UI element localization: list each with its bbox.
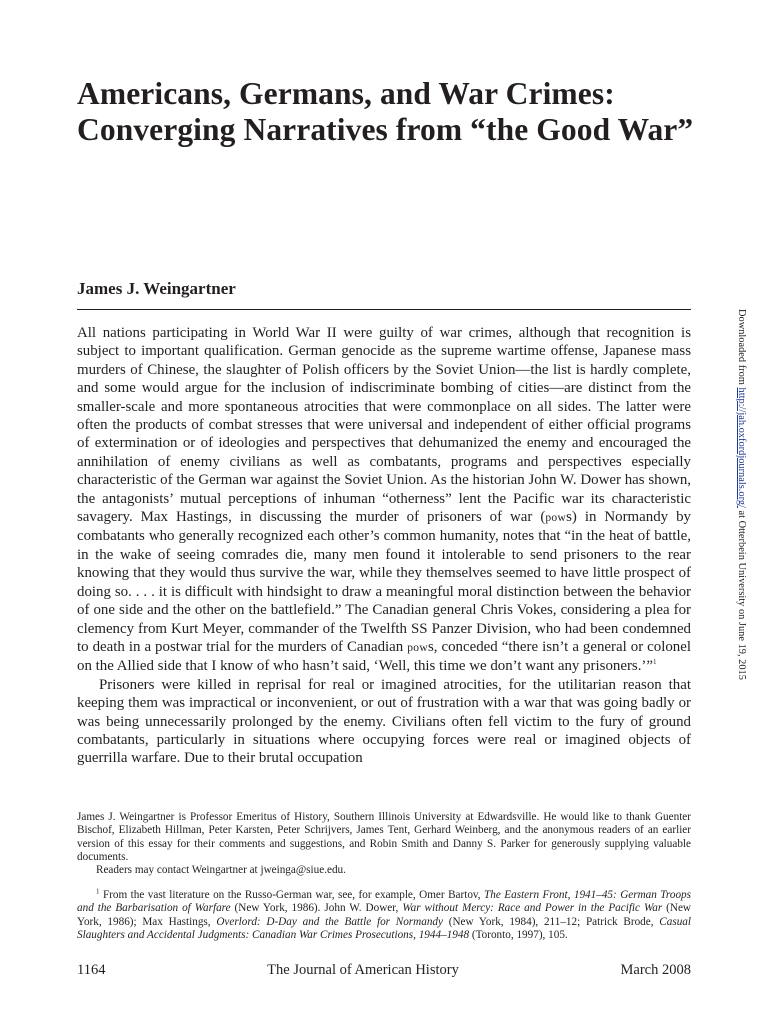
footnote-text: (New York, 1986); Max Hastings,	[77, 902, 692, 928]
header-divider	[77, 309, 691, 310]
footnote-text: (New York, 1986). John W. Dower,	[230, 902, 403, 915]
author-contact: Readers may contact Weingartner at jweinga@siue.edu.	[96, 864, 346, 877]
footnote-text: (Toronto, 1997), 105.	[469, 928, 568, 941]
author-bio: James J. Weingartner is Professor Emeritus of History, Southern Illinois University at Edwardsville. He would like to thank Guenter Bischof, Elizabeth Hillman, Peter Karsten, Peter Schrijvers, James Tent, Gerhard Weinberg, and the anonymous readers of an earlier version of this essay for their comments and suggestions, and Robin Smith and Danny S. Parker for generously supplying valuable documents.	[77, 811, 691, 863]
footnote-ref-1[interactable]: 1	[653, 658, 657, 667]
article-body	[77, 324, 691, 768]
download-suffix: at Otterbein University on June 19, 2015	[736, 507, 747, 680]
page-footer	[77, 962, 691, 979]
footnote-1	[77, 889, 691, 942]
paragraph-1	[77, 324, 691, 676]
book-title: Casual Slaughters and Accidental Judgments: Canadian War Crimes Prosecutions, 1944–1948	[77, 915, 691, 941]
download-notice	[735, 309, 747, 680]
pow-abbrev: pow	[407, 641, 428, 654]
journal-name: The Journal of American History	[267, 962, 459, 978]
paragraph-1-text-a: All nations participating in World War II were guilty of war crimes, although that recognition is subject to important qualification. German genocide as the supreme wartime offense, Japanese mass murders of Chinese, the slaughter of Polish officers by the Soviet Union—the list is hardly complete, and some would argue for the inclusion of indiscriminate bombing of cities—are distinct from the smaller-scale and more spontaneous atrocities that were commonplace on all sides. The latter were often the products of combat stresses that were universal and independent of either official programs of extermination or of ideologies and perspectives that dehumanized the enemy and encouraged the annihilation of enemy civilians as well as combatants, programs and perspectives especially characteristic of the German war against the Soviet Union. As the historian John W. Dower has shown, the antagonists’ mutual perceptions of inhuman “otherness” lent the Pacific war its characteristic savagery. Max Hastings, in discussing the murder of prisoners of war (	[77, 325, 691, 526]
book-title: Overlord: D-Day and the Battle for Normandy	[216, 915, 443, 928]
book-title: The Eastern Front, 1941–45: German Troops and the Barbarisation of Warfare	[77, 889, 691, 915]
footnote-text: From the vast literature on the Russo-German war, see, for example, Omer Bartov,	[99, 889, 485, 901]
footnote-text: (New York, 1984), 211–12; Patrick Brode,	[443, 915, 660, 928]
author-note	[77, 811, 691, 877]
footnote-number: 1	[96, 887, 100, 896]
pow-abbrev: pow	[545, 512, 567, 525]
book-title: War without Mercy: Race and Power in the Pacific War	[402, 902, 663, 915]
download-prefix: Downloaded from	[736, 309, 747, 388]
paragraph-1-text-c: s, conceded “there isn’t a general or colonel on the Allied side that I know of who hasn’t said, ‘Well, this time we don’t want any prisoners.’”	[77, 638, 692, 675]
issue-date: March 2008	[620, 962, 691, 978]
article-title: Americans, Germans, and War Crimes: Converging Narratives from “the Good War”	[77, 76, 694, 147]
journal-url-link[interactable]: http://jah.oxfordjournals.org/	[736, 387, 747, 508]
paragraph-2: Prisoners were killed in reprisal for real or imagined atrocities, for the utilitarian reason that keeping them was impractical or inconvenient, or out of frustration with a war that was going badly or was being unnecessarily prolonged by the enemy. Civilians often fell victim to the fury of ground combatants, particularly in situations where occupying forces were real or imagined objects of guerrilla warfare. Due to their brutal occupation	[77, 676, 691, 767]
paragraph-1-text-b: s) in Normandy by combatants who generally recognized each other’s common humanity, notes that “in the heat of battle, in the wake of seeing comrades die, many men found it intolerable to send prisoners to the rear knowing that they would thus survive the war, while they themselves seemed to have little prospect of doing so. . . . it is difficult with hindsight to draw a meaningful moral distinction between the behavior of one side and the other on the battlefield.” The Canadian general Chris Vokes, considering a plea for clemency from Kurt Meyer, commander of the Twelfth SS Panzer Division, who had been condemned to death in a postwar trial for the murders of Canadian	[77, 509, 691, 655]
page-number: 1164	[77, 962, 106, 978]
author-name: James J. Weingartner	[77, 279, 236, 298]
